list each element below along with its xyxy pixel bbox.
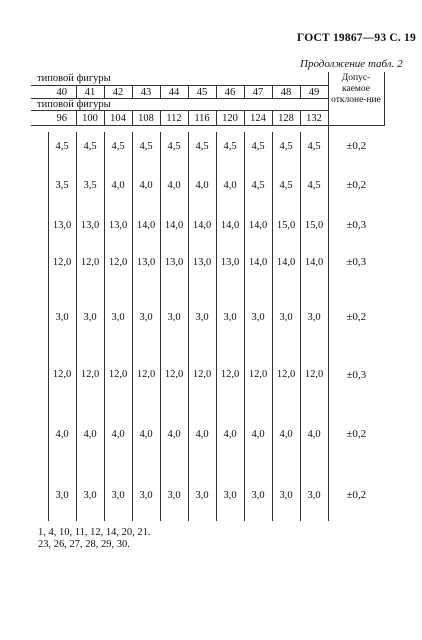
table-cell: 4,0	[76, 399, 104, 469]
table-cell: 12,0	[300, 350, 328, 399]
type-number-5: 116	[188, 111, 216, 126]
table-cell: 3,0	[300, 469, 328, 521]
row-lead-cell	[31, 399, 48, 469]
deviation-cell: ±0,3	[328, 350, 384, 399]
type-number-lead-cell	[31, 111, 48, 126]
table-cell: 14,0	[272, 240, 300, 284]
table-cell: 13,0	[216, 240, 244, 284]
table-cell: 13,0	[104, 210, 132, 240]
table-cell: 4,5	[48, 132, 76, 160]
figure-number-8: 48	[272, 86, 300, 99]
table-cell: 4,0	[272, 399, 300, 469]
table-cell: 4,0	[160, 399, 188, 469]
table-cell: 12,0	[188, 350, 216, 399]
table-cell: 3,0	[76, 284, 104, 350]
table-cell: 12,0	[104, 240, 132, 284]
deviation-cell: ±0,2	[328, 284, 384, 350]
table-cell: 3,0	[216, 284, 244, 350]
table-cell: 4,5	[300, 132, 328, 160]
table-cell: 4,5	[188, 132, 216, 160]
type-number-4: 112	[160, 111, 188, 126]
table-row	[31, 284, 384, 350]
table-cell: 3,0	[188, 469, 216, 521]
figure-number-1: 41	[76, 86, 104, 99]
table-cell: 12,0	[48, 240, 76, 284]
table-cell: 4,0	[160, 160, 188, 210]
type-number-7: 124	[244, 111, 272, 126]
table-cell: 4,5	[244, 132, 272, 160]
table-cell: 4,0	[48, 399, 76, 469]
table-cell: 14,0	[300, 240, 328, 284]
table-cell: 15,0	[272, 210, 300, 240]
row-lead-cell	[31, 132, 48, 160]
row-lead-cell	[31, 210, 48, 240]
deviation-cell: ±0,3	[328, 240, 384, 284]
table-cell: 4,5	[76, 132, 104, 160]
table-cell: 4,0	[104, 399, 132, 469]
deviation-cell: ±0,2	[328, 160, 384, 210]
table-cell: 4,0	[132, 399, 160, 469]
row-lead-cell	[31, 469, 48, 521]
figure-number-lead-cell	[31, 86, 48, 99]
table-cell: 4,0	[300, 399, 328, 469]
table-cell: 4,5	[244, 160, 272, 210]
table-cell: 14,0	[244, 240, 272, 284]
table-cell: 12,0	[160, 350, 188, 399]
table-cell: 12,0	[272, 350, 300, 399]
table-cell: 3,0	[272, 469, 300, 521]
type-number-6: 120	[216, 111, 244, 126]
table-cell: 4,5	[132, 132, 160, 160]
row-lead-cell	[31, 240, 48, 284]
table-cell: 3,0	[160, 284, 188, 350]
table-continuation-label: Продолжение табл. 2	[300, 58, 403, 70]
table-cell: 12,0	[76, 240, 104, 284]
table-cell: 3,0	[48, 469, 76, 521]
table-cell: 12,0	[76, 350, 104, 399]
type-number-3: 108	[132, 111, 160, 126]
table-cell: 14,0	[160, 210, 188, 240]
table-cell: 3,0	[188, 284, 216, 350]
figure-number-5: 45	[188, 86, 216, 99]
type-number-2: 104	[104, 111, 132, 126]
table-cell: 12,0	[48, 350, 76, 399]
type-row-label: типовой фигуры	[31, 99, 328, 111]
row-lead-cell	[31, 284, 48, 350]
table-cell: 4,5	[272, 132, 300, 160]
table-cell: 4,5	[216, 132, 244, 160]
table-cell: 3,0	[132, 284, 160, 350]
type-number-8: 128	[272, 111, 300, 126]
table-row	[31, 469, 384, 521]
table-row	[31, 210, 384, 240]
figure-number-4: 44	[160, 86, 188, 99]
table-cell: 13,0	[48, 210, 76, 240]
deviation-header: Допус-каемое отклоне-ние	[328, 72, 384, 126]
table-cell: 14,0	[244, 210, 272, 240]
table-cell: 13,0	[188, 240, 216, 284]
dimensions-table	[31, 72, 385, 521]
table-cell: 3,0	[244, 469, 272, 521]
table-cell: 12,0	[216, 350, 244, 399]
table-cell: 3,0	[272, 284, 300, 350]
table-cell: 4,0	[132, 160, 160, 210]
figure-number-2: 42	[104, 86, 132, 99]
table-cell: 4,0	[216, 160, 244, 210]
table-cell: 3,0	[244, 284, 272, 350]
deviation-cell: ±0,2	[328, 132, 384, 160]
table-cell: 14,0	[188, 210, 216, 240]
table-row	[31, 240, 384, 284]
table-cell: 4,0	[188, 399, 216, 469]
deviation-cell: ±0,3	[328, 210, 384, 240]
table-cell: 4,0	[188, 160, 216, 210]
notes-line-2: 23, 26, 27, 28, 29, 30.	[38, 539, 130, 550]
table-cell: 12,0	[104, 350, 132, 399]
table-row	[31, 399, 384, 469]
page-header	[0, 32, 422, 70]
figure-number-9: 49	[300, 86, 328, 99]
table-cell: 3,5	[76, 160, 104, 210]
table-cell: 3,0	[76, 469, 104, 521]
deviation-cell: ±0,2	[328, 469, 384, 521]
type-number-1: 100	[76, 111, 104, 126]
deviation-cell: ±0,2	[328, 399, 384, 469]
table-cell: 3,5	[48, 160, 76, 210]
table-cell: 3,0	[300, 284, 328, 350]
table-cell: 4,0	[216, 399, 244, 469]
table-cell: 3,0	[104, 284, 132, 350]
table-cell: 3,0	[160, 469, 188, 521]
standard-reference: ГОСТ 19867—93 С. 19	[297, 32, 416, 44]
figure-number-6: 46	[216, 86, 244, 99]
table-cell: 3,0	[132, 469, 160, 521]
table-cell: 13,0	[160, 240, 188, 284]
table-cell: 4,5	[160, 132, 188, 160]
table-cell: 3,0	[216, 469, 244, 521]
table-row	[31, 350, 384, 399]
table-cell: 4,5	[300, 160, 328, 210]
figure-number-3: 43	[132, 86, 160, 99]
table-cell: 14,0	[216, 210, 244, 240]
type-number-0: 96	[48, 111, 76, 126]
type-number-9: 132	[300, 111, 328, 126]
table-cell: 15,0	[300, 210, 328, 240]
table-cell: 3,0	[48, 284, 76, 350]
table-cell: 12,0	[244, 350, 272, 399]
table-row	[31, 160, 384, 210]
figure-number-7: 47	[244, 86, 272, 99]
table-cell: 14,0	[132, 210, 160, 240]
table-cell: 3,0	[104, 469, 132, 521]
table-cell: 4,0	[104, 160, 132, 210]
figure-row-label: типовой фигуры	[37, 73, 111, 84]
table-cell: 13,0	[76, 210, 104, 240]
notes-line-1: 1, 4, 10, 11, 12, 14, 20, 21.	[38, 527, 151, 538]
table-cell: 4,0	[244, 399, 272, 469]
table-cell: 4,5	[272, 160, 300, 210]
row-lead-cell	[31, 160, 48, 210]
table-cell: 4,5	[104, 132, 132, 160]
table-cell: 12,0	[132, 350, 160, 399]
row-lead-cell	[31, 350, 48, 399]
table-cell: 13,0	[132, 240, 160, 284]
figure-number-0: 40	[48, 86, 76, 99]
table-row	[31, 132, 384, 160]
